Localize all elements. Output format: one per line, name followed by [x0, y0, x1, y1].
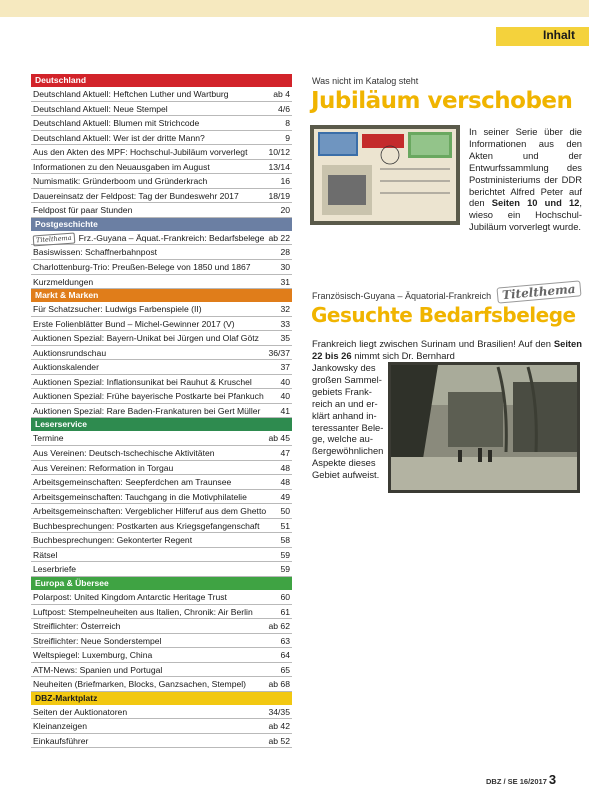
toc-entry-page: 10/12: [268, 147, 290, 158]
toc-entry-page: ab 68: [268, 679, 290, 690]
toc-entry-page: ab 22: [268, 232, 290, 243]
street-postcard-image: [388, 362, 580, 493]
toc-entry-page: 36/37: [268, 347, 290, 358]
toc-entry-title: [33, 302, 202, 317]
section-heading: Leserservice: [31, 418, 292, 431]
toc-entry-title: [33, 375, 252, 390]
toc-entry-text: Buchbesprechungen: Postkarten aus Kriegsgefangenschaft: [33, 520, 260, 531]
toc-entry[interactable]: [31, 389, 292, 404]
toc-entry-title: [33, 189, 239, 204]
toc-entry-text: Arbeitsgemeinschaften: Tauchgang in die Motivphilatelie: [33, 491, 247, 502]
toc-entry-title: [33, 346, 106, 361]
toc-entry-page: 40: [280, 376, 290, 387]
toc-entry-text: Luftpost: Stempelneuheiten aus Italien, Chronik: Air Berlin: [33, 606, 253, 617]
toc-entry-page: 47: [280, 448, 290, 459]
toc-entry-page: 59: [280, 564, 290, 575]
toc-entry-text: Auktionen Spezial: Rare Baden-Frankaturen bei Gert Müller: [33, 405, 261, 416]
toc-entry[interactable]: [31, 145, 292, 160]
toc-entry[interactable]: [31, 705, 292, 720]
section-heading: DBZ-Marktplatz: [31, 692, 292, 705]
toc-entry-title: [33, 548, 57, 563]
toc-entry[interactable]: [31, 302, 292, 317]
toc-entry-title: [33, 663, 162, 678]
toc-entry-text: Neuheiten (Briefmarken, Blocks, Ganzsachen, Stempel): [33, 679, 247, 690]
toc-entry-text: Auktionsrundschau: [33, 347, 107, 358]
toc-entry[interactable]: [31, 189, 292, 204]
toc-entry-page: 65: [280, 664, 290, 675]
toc-entry-text: Leserbriefe: [33, 564, 76, 575]
toc-entry-text: Basiswissen: Schaffnerbahnpost: [33, 247, 158, 258]
toc-entry-title: [33, 634, 162, 649]
toc-entry-page: ab 62: [268, 621, 290, 632]
toc-entry-page: 61: [280, 606, 290, 617]
toc-entry[interactable]: [31, 331, 292, 346]
toc-entry-page: 18/19: [268, 190, 290, 201]
toc-entry[interactable]: [31, 404, 292, 419]
toc-entry-title: [33, 203, 132, 218]
toc-entry-page: 64: [280, 650, 290, 661]
toc-entry-page: 37: [280, 362, 290, 373]
toc-entry[interactable]: [31, 375, 292, 390]
titelthema-stamp: Titelthema: [496, 280, 581, 303]
toc-entry-text: Deutschland Aktuell: Wer ist der dritte Mann?: [33, 132, 205, 143]
toc-entry[interactable]: [31, 677, 292, 692]
section-heading: Markt & Marken: [31, 289, 292, 302]
toc-entry-text: Aus Vereinen: Reformation in Torgau: [33, 462, 174, 473]
toc-entry-text: Termine: [33, 433, 64, 444]
page-number: 3: [548, 772, 557, 787]
magazine-issue: DBZ / SE 16/2017: [486, 777, 547, 786]
toc-entry-title: [33, 490, 247, 505]
toc-entry-text: Kurzmeldungen: [33, 276, 94, 287]
toc-entry-page: ab 42: [268, 721, 290, 732]
toc-entry-title: [33, 590, 227, 605]
article2-body-top: Frankreich liegt zwischen Surinam und Brasilien! Auf den Seiten 22 bis 26 nimmt sich Dr. Bernhard: [312, 338, 582, 361]
toc-entry-title: [33, 231, 264, 246]
toc-entry[interactable]: [31, 461, 292, 476]
article1-body: In seiner Serie über die Informationen aus den Akten und der Entwurfssammlung des Postministeriums der DDR berichtet Alfred Peter auf den Seiten 10 und 12, wieso ein Hochschul-Jubiläum vorverlegt wurde.: [469, 126, 583, 233]
toc-entry-page: 51: [280, 520, 290, 531]
toc-entry-title: [33, 431, 64, 446]
page-footer: [486, 771, 556, 789]
toc-entry-text: Für Schatzsucher: Ludwigs Farbenspiele (II): [33, 304, 202, 315]
toc-entry-title: [33, 131, 205, 146]
toc-entry-text: Charlottenburg-Trio: Preußen-Belege von 1850 und 1867: [33, 262, 251, 273]
toc-entry-text: Auktionen Spezial: Inflationsunikat bei Rauhut & Kruschel: [33, 376, 252, 387]
toc-entry[interactable]: [31, 360, 292, 375]
toc-entry-page: 60: [280, 591, 290, 602]
toc-entry-page: 40: [280, 391, 290, 402]
toc-entry-text: ATM-News: Spanien und Portugal: [33, 664, 163, 675]
toc-entry[interactable]: [31, 533, 292, 548]
toc-entry-title: [33, 87, 229, 102]
toc-entry-text: Auktionen Spezial: Frühe bayerische Postkarte bei Pfankuch: [33, 391, 264, 402]
toc-entry-title: [33, 260, 251, 275]
toc-entry-page: 48: [280, 462, 290, 473]
section-tab-label: Inhalt: [543, 28, 575, 42]
toc-entry-title: [33, 102, 168, 117]
toc-entry-text: Numismatik: Gründerboom und Gründerkrach: [33, 176, 208, 187]
toc-entry-text: Dauereinsatz der Feldpost: Tag der Bundeswehr 2017: [33, 190, 239, 201]
toc-entry-title: [33, 533, 192, 548]
section-heading: Deutschland: [31, 74, 292, 87]
toc-entry-page: 35: [280, 333, 290, 344]
toc-entry[interactable]: [31, 102, 292, 117]
article1-headline: Jubiläum verschoben: [311, 88, 573, 114]
toc-entry-page: ab 4: [273, 89, 290, 99]
toc-entry[interactable]: [31, 116, 292, 131]
toc-entry-page: 8: [285, 118, 290, 129]
toc-entry-title: [33, 677, 246, 692]
toc-entry-title: [33, 461, 173, 476]
toc-entry-title: [33, 245, 157, 260]
toc-entry-title: [33, 389, 264, 404]
toc-entry-text: Auktionskalender: [33, 362, 99, 373]
section-heading: Europa & Übersee: [31, 577, 292, 590]
toc-entry-title: [33, 404, 260, 419]
article2-body-wrap: Jankowsky des großen Sammel- gebiets Frank- reich an und er- klärt anhand in- teressanter Bele- ge, welche au- ßergewöhnlichen Aspekte dieses Gebiet aufweist.: [312, 362, 384, 481]
toc-entry-text: Aus den Akten des MPF: Hochschul-Jubiläum vorverlegt: [33, 147, 248, 158]
toc-entry-page: 34/35: [268, 706, 290, 717]
toc-entry-text: Frz.-Guyana – Äquat.-Frankreich: Bedarfsbelege: [78, 232, 265, 243]
toc-entry[interactable]: [31, 548, 292, 563]
toc-entry-page: 28: [280, 247, 290, 258]
toc-entry[interactable]: [31, 719, 292, 734]
toc-entry-text: Deutschland Aktuell: Heftchen Luther und Wartburg: [33, 89, 229, 99]
titelthema-badge: Titelthema: [33, 232, 75, 246]
toc-entry[interactable]: [31, 590, 292, 605]
toc-entry[interactable]: [31, 475, 292, 490]
toc-entry-page: 32: [280, 304, 290, 315]
toc-entry-title: [33, 446, 215, 461]
toc-entry[interactable]: [31, 260, 292, 275]
cover-envelope-image: [310, 125, 460, 225]
toc-entry[interactable]: [31, 131, 292, 146]
toc-entry-page: 31: [280, 276, 290, 287]
toc-entry-title: [33, 317, 235, 332]
toc-entry[interactable]: [31, 275, 292, 290]
toc-entry-text: Deutschland Aktuell: Blumen mit Strichcode: [33, 118, 200, 129]
toc-entry[interactable]: [31, 87, 292, 102]
toc-entry-page: 13/14: [268, 161, 290, 172]
toc-entry[interactable]: [31, 663, 292, 678]
toc-entry-text: Arbeitsgemeinschaften: Seepferdchen am Traunsee: [33, 477, 232, 488]
toc-entry-title: [33, 719, 87, 734]
toc-entry-page: 4/6: [278, 103, 290, 114]
table-of-contents: [31, 74, 292, 748]
toc-entry-text: Deutschland Aktuell: Neue Stempel: [33, 103, 168, 114]
article2-headline: Gesuchte Bedarfsbelege: [311, 303, 576, 327]
toc-entry-title: [33, 648, 152, 663]
toc-entry[interactable]: [31, 231, 292, 246]
toc-entry-title: [33, 562, 76, 577]
toc-entry-page: 20: [280, 205, 290, 216]
toc-entry[interactable]: [31, 562, 292, 577]
toc-entry[interactable]: [31, 648, 292, 663]
toc-entry-title: [33, 705, 127, 720]
toc-entry-page: ab 52: [268, 735, 290, 746]
toc-entry-page: 59: [280, 549, 290, 560]
toc-entry[interactable]: [31, 446, 292, 461]
toc-entry[interactable]: [31, 734, 292, 749]
toc-entry-title: [33, 275, 93, 290]
toc-entry-text: Arbeitsgemeinschaften: Vergeblicher Hilferuf aus dem Ghetto: [33, 506, 267, 517]
toc-entry-page: 33: [280, 318, 290, 329]
toc-entry-text: Aus Vereinen: Deutsch-tschechische Aktivitäten: [33, 448, 215, 459]
toc-entry-text: Buchbesprechungen: Gekonterter Regent: [33, 535, 193, 546]
toc-entry-text: Streiflichter: Österreich: [33, 621, 121, 632]
toc-entry[interactable]: [31, 519, 292, 534]
toc-entry-title: [33, 174, 207, 189]
toc-entry[interactable]: [31, 346, 292, 361]
toc-entry-title: [33, 619, 120, 634]
toc-entry[interactable]: [31, 317, 292, 332]
toc-entry-text: Informationen zu den Neuausgaben im August: [33, 161, 210, 172]
toc-entry[interactable]: [31, 490, 292, 505]
toc-entry-page: 50: [280, 506, 290, 517]
toc-entry-title: [33, 605, 253, 620]
section-heading: Postgeschichte: [31, 218, 292, 231]
toc-entry-title: [33, 475, 231, 490]
toc-entry-page: 9: [285, 132, 290, 143]
article2-kicker: Französisch-Guyana – Äquatorial-Frankreich: [312, 291, 492, 301]
toc-entry-title: [33, 519, 259, 534]
toc-entry-title: [33, 160, 210, 175]
toc-entry-title: [33, 734, 88, 749]
toc-entry-text: Feldpost für paar Stunden: [33, 205, 133, 216]
toc-entry-text: Rätsel: [33, 549, 58, 560]
article1-kicker: Was nicht im Katalog steht: [312, 76, 419, 86]
toc-entry-text: Streiflichter: Neue Sonderstempel: [33, 635, 162, 646]
toc-entry[interactable]: [31, 634, 292, 649]
toc-entry-page: 41: [280, 405, 290, 416]
toc-entry[interactable]: [31, 245, 292, 260]
toc-entry-title: [33, 331, 259, 346]
toc-entry-page: 30: [280, 262, 290, 273]
toc-entry[interactable]: [31, 431, 292, 446]
toc-entry[interactable]: [31, 203, 292, 218]
toc-entry[interactable]: [31, 160, 292, 175]
toc-entry-page: 16: [280, 176, 290, 187]
toc-entry-title: [33, 116, 199, 131]
toc-entry-text: Erste Folienblätter Bund – Michel-Gewinner 2017 (V): [33, 318, 235, 329]
toc-entry[interactable]: [31, 605, 292, 620]
toc-entry-text: Auktionen Spezial: Bayern-Unikat bei Jürgen und Olaf Götz: [33, 333, 259, 344]
toc-entry-title: [33, 504, 266, 519]
toc-entry[interactable]: [31, 504, 292, 519]
toc-entry-title: [33, 360, 99, 375]
toc-entry-page: ab 45: [268, 433, 290, 444]
toc-entry-text: Weltspiegel: Luxemburg, China: [33, 650, 153, 661]
toc-entry-page: 48: [280, 477, 290, 488]
toc-entry-page: 49: [280, 491, 290, 502]
toc-entry-text: Polarpost: United Kingdom Antarctic Heritage Trust: [33, 591, 227, 602]
toc-entry[interactable]: [31, 174, 292, 189]
toc-entry[interactable]: [31, 619, 292, 634]
toc-entry-page: 58: [280, 535, 290, 546]
toc-entry-text: Seiten der Auktionatoren: [33, 706, 128, 717]
top-band: [0, 0, 589, 17]
toc-entry-text: Kleinanzeigen: [33, 721, 87, 732]
section-tab: [496, 27, 589, 46]
toc-entry-title: [33, 145, 247, 160]
toc-entry-page: 63: [280, 635, 290, 646]
toc-entry-text: Einkaufsführer: [33, 735, 89, 746]
